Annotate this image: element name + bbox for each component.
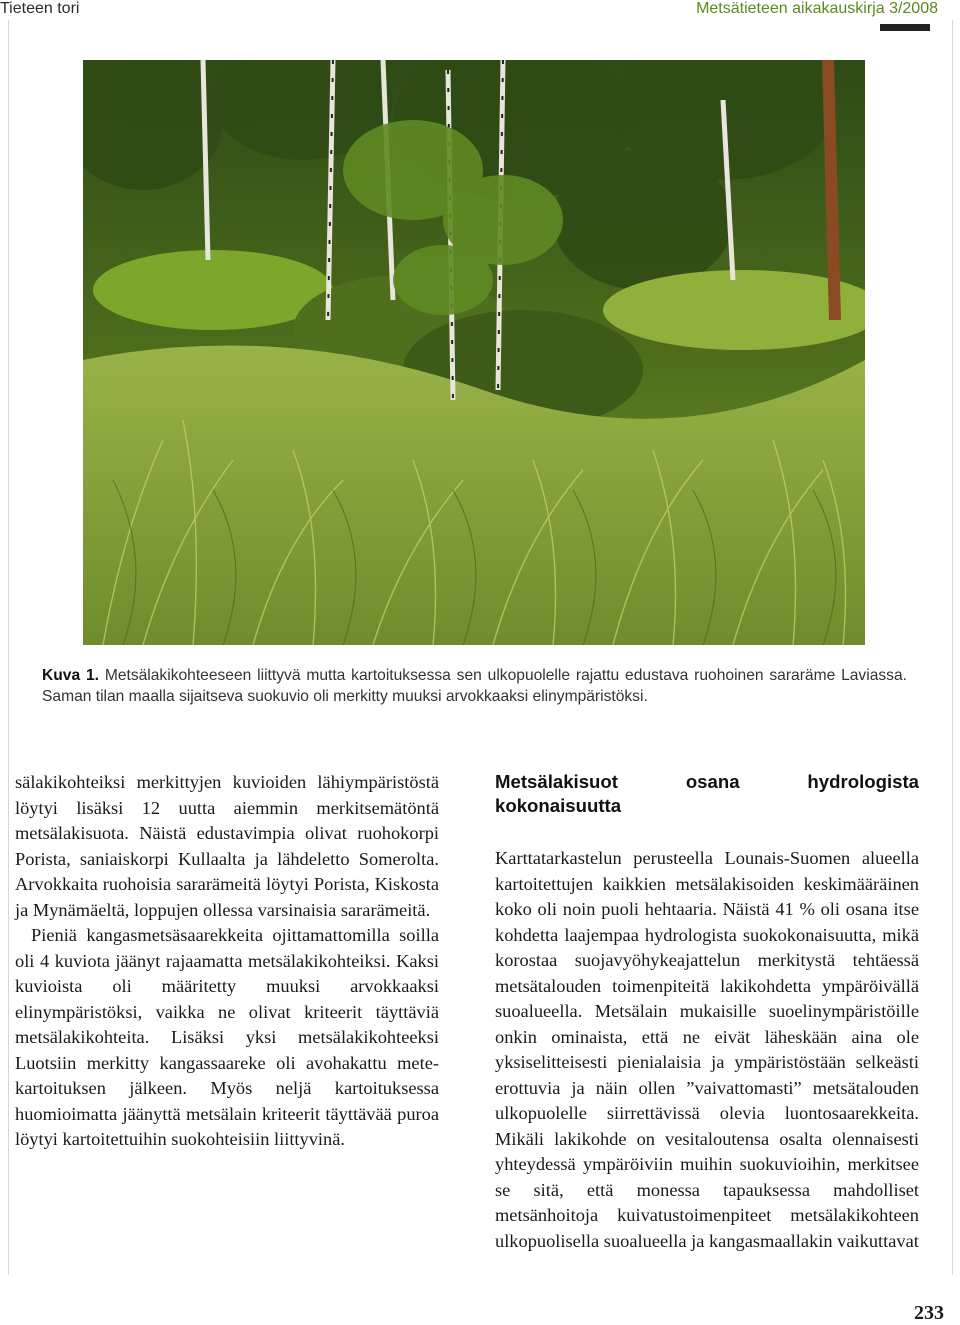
page-number: 233	[914, 1302, 944, 1324]
figure-caption	[42, 665, 907, 707]
left-column	[15, 770, 439, 1153]
left-paragraph-1: sälakikohteiksi merkittyjen kuvioiden lähiympäristöstä löytyi lisäksi 12 uutta aiemmin merkitsemätöntä metsälakisuota. Näistä edustavimpia olivat ruohokorpi Porista, saniaiskorpi Kullaalta ja lähdeletto Somerolta. Arvokkaita ruohoisia sararämeitä löytyi Porista, Kiskosta ja Mynämäeltä, loppujen ollessa varsinaisia sararämeitä.	[15, 772, 439, 920]
right-paragraph-1: Karttatarkastelun perusteella Lounais-Suomen alueella kartoitettujen kaikkien metsälakisoiden keskimääräinen koko oli noin puoli hehtaaria. Näistä 41 % oli osana itse kohdetta laajempaa hydrologista suokokonaisuutta, mikä korostaa suojavyöhykeajattelun merkitystä tehtäessä metsätalouden toimenpiteitä lakikohdetta ympäröivällä suoalueella. Metsälain mukaisille suoelinympäristöille onkin ominaista, että ne eivät läheskään aina ole yksiselitteisesti pienialaisia ja ympäristöstään selkeästi erottuvia ja näin ollen ”vaivattomasti” metsätalouden ulkopuolelle siirrettävissä olevia luontosaarekkeita. Mikäli lakikohde on vesitaloutensa osalta olennaisesti yhteydessä ympäröiviin muihin suokuvioihin, merkitsee se sitä, että monessa tapauksessa mahdolliset metsänhoitoja kuivatustoimenpiteet metsälakikohteen ulkopuolisella suoalueella ja kangasmaallakin vaikuttavat	[495, 848, 919, 1251]
section-heading: Metsälakisuot osana hydrologista kokonaisuutta	[495, 771, 919, 816]
section-name: Tieteen tori	[0, 0, 80, 17]
margin-rule-right	[952, 20, 953, 1275]
bog-photograph	[83, 60, 865, 645]
figure-caption-text: Metsälakikohteeseen liittyvä mutta kartoituksessa sen ulkopuolelle rajattu edustava ruohoinen sararäme Laviassa. Saman tilan maalla sijaitseva suokuvio oli merkitty muuksi arvokkaaksi elinympäristöksi.	[42, 667, 907, 705]
journal-title: Metsätieteen aikakauskirja 3/2008	[696, 0, 938, 17]
figure-label: Kuva 1.	[42, 667, 99, 684]
left-paragraph-2: Pieniä kangasmetsäsaarekkeita ojittamattomilla soilla oli 4 kuviota jäänyt rajaamatta metsälakikohteiksi. Kaksi kuvioista oli määritetty muuksi arvokkaaksi elinympäristöksi, vaikka ne olivat kriteerit täyttäviä metsälakikohteita. Lisäksi yksi metsälakikohteeksi Luotsiin merkitty kangassaareke oli avohakattu mete-kartoituksen jälkeen. Myös neljä kartoituksessa huomioimatta jäänyttä metsälain kriteerit täyttävää puroa löytyi kartoitettuihin suokohteisiin liittyvinä.	[15, 925, 439, 1149]
bog-photograph-illustration	[83, 60, 865, 645]
margin-rule-left	[8, 20, 9, 1275]
right-column	[495, 770, 919, 1254]
header-bar	[880, 24, 930, 31]
